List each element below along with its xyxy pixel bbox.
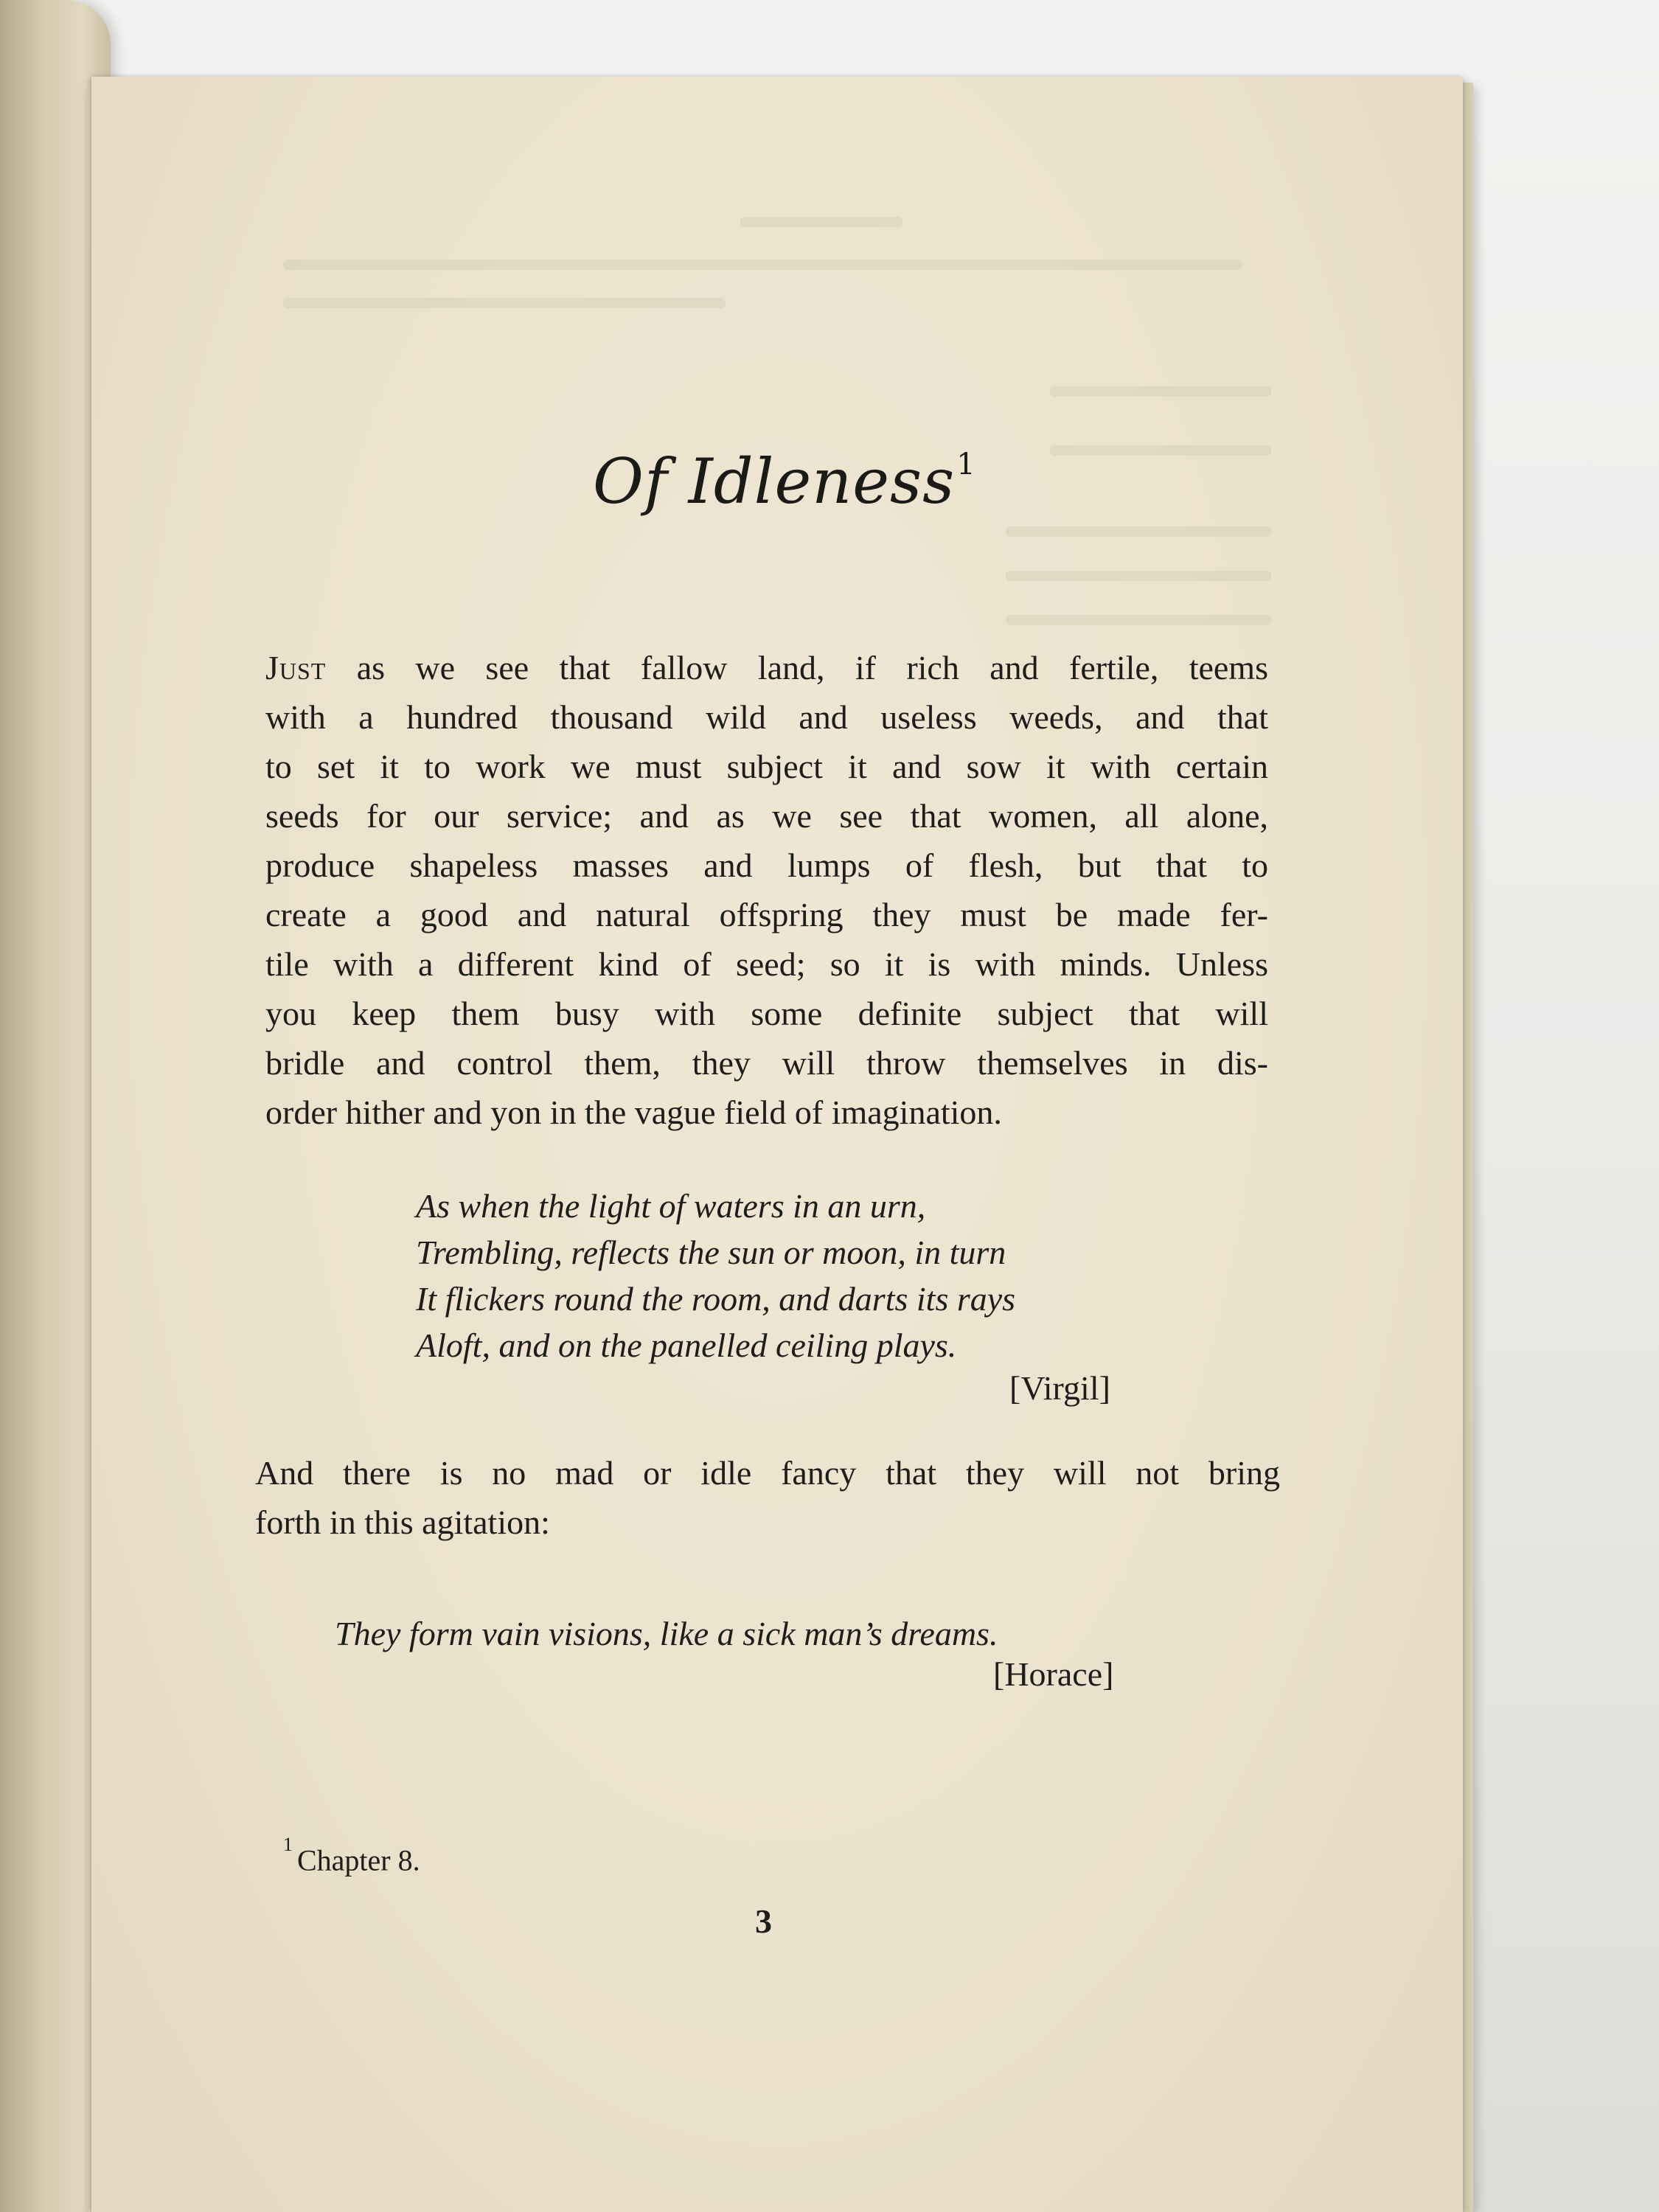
show-through xyxy=(283,298,726,308)
show-through xyxy=(1050,386,1271,397)
page-number: 3 xyxy=(755,1902,772,1940)
paragraph-line: tile with a different kind of seed; so it is with minds. Unless xyxy=(265,945,1268,983)
paragraph-1 xyxy=(265,643,1268,1137)
verse-horace xyxy=(335,1610,998,1657)
footnote-text: Chapter 8. xyxy=(297,1843,420,1877)
book-page xyxy=(91,77,1463,2212)
show-through xyxy=(740,217,902,227)
verse-line: As when the light of waters in an urn, xyxy=(416,1187,926,1225)
verse-line: They form vain visions, like a sick man’s dreams. xyxy=(335,1615,998,1652)
paragraph-2 xyxy=(255,1448,1280,1547)
verse-line: Aloft, and on the panelled ceiling plays. xyxy=(416,1326,957,1364)
paragraph-line: create a good and natural offspring they must be made fer- xyxy=(265,896,1268,933)
paragraph-line: to set it to work we must subject it and sow it with certain xyxy=(265,748,1268,785)
attribution-virgil: [Virgil] xyxy=(1009,1369,1110,1407)
paragraph-line xyxy=(265,643,1268,692)
show-through xyxy=(283,260,1242,270)
verse-line: Trembling, reflects the sun or moon, in turn xyxy=(416,1234,1006,1271)
paragraph-line: bridle and control them, they will throw themselves in dis- xyxy=(265,1044,1268,1082)
show-through xyxy=(1006,526,1271,537)
paragraph-line: you keep them busy with some definite subject that will xyxy=(265,995,1268,1032)
paragraph-line: seeds for our service; and as we see that women, all alone, xyxy=(265,797,1268,835)
paragraph-line: And there is no mad or idle fancy that they will not bring xyxy=(255,1454,1280,1492)
footnote xyxy=(283,1834,420,1877)
show-through xyxy=(1050,445,1271,456)
chapter-title xyxy=(593,445,976,518)
show-through xyxy=(1006,615,1271,625)
paragraph-line-rest: as we see that fallow land, if rich and fertile, teems xyxy=(326,649,1268,686)
title-footnote-mark: 1 xyxy=(956,448,976,481)
paragraph-line: order hither and yon in the vague field of imagination. xyxy=(265,1093,1002,1131)
lead-smallcaps: Just xyxy=(265,649,327,686)
paragraph-line: with a hundred thousand wild and useless weeds, and that xyxy=(265,698,1268,736)
verse-line: It flickers round the room, and darts its rays xyxy=(416,1280,1016,1318)
show-through xyxy=(1006,571,1271,581)
attribution-horace: [Horace] xyxy=(993,1655,1114,1693)
footnote-mark: 1 xyxy=(283,1834,293,1855)
chapter-title-text: Of Idleness xyxy=(593,445,956,518)
verse-virgil xyxy=(416,1183,1015,1368)
paragraph-line: forth in this agitation: xyxy=(255,1503,550,1541)
paragraph-line: produce shapeless masses and lumps of flesh, but that to xyxy=(265,846,1268,884)
